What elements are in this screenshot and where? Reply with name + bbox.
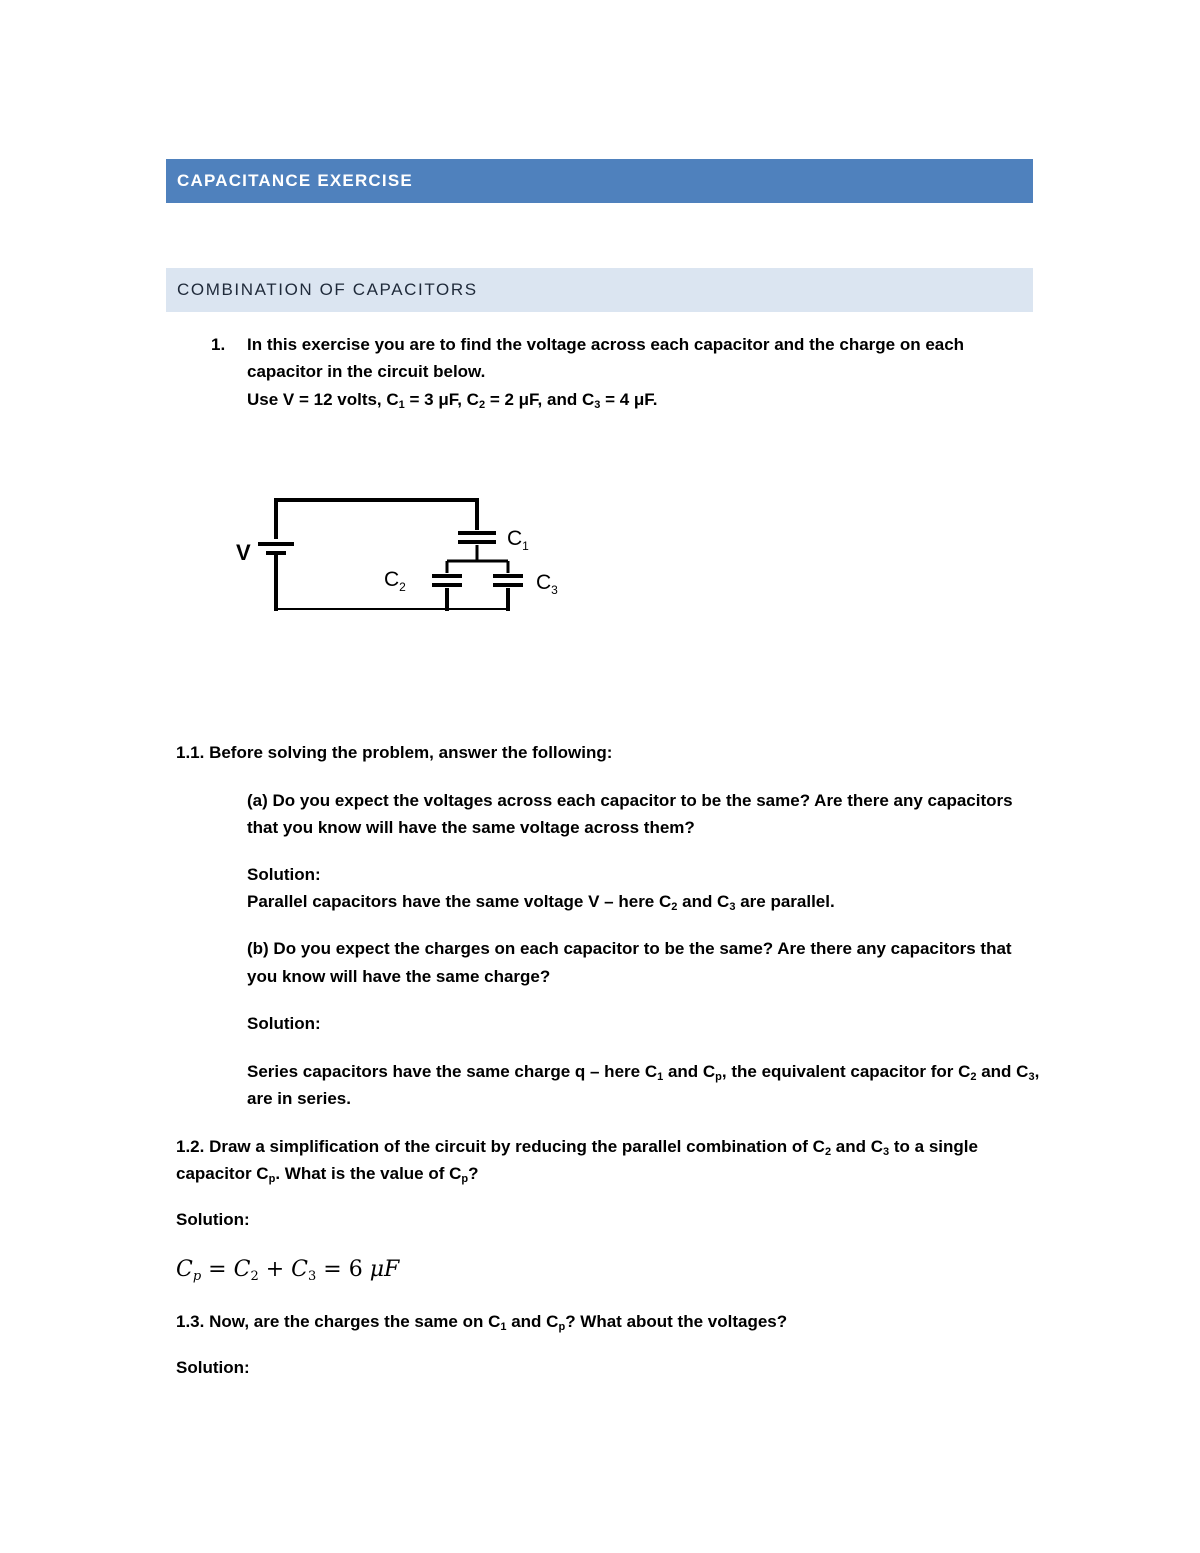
equivalent-capacitance-equation: $C_p = C_2 + C_3 = 6$ μF [176, 1257, 400, 1284]
title-banner [166, 159, 1033, 203]
question-text-line1: In this exercise you are to find the voltage across each capacitor and the charge on each [247, 335, 965, 354]
subquestion-1-1-heading: 1.1. Before solving the problem, answer the following: [176, 743, 613, 762]
part-b-line2: you know will have the same charge? [247, 967, 551, 986]
part-a-solution-label: Solution: [247, 865, 321, 884]
part-a-line1: (a) Do you expect the voltages across each capacitor to be the same? Are there any capacitors [247, 791, 1013, 810]
section-banner [166, 268, 1033, 312]
c2-label: $C_2$ [384, 568, 406, 594]
given-values: Use V = 12 volts, $C_1 = 3$ μF, $C_2 = 2$ μF, and $C_3 = 4$ μF. [247, 390, 658, 411]
c1-label: $C_1$ [507, 527, 529, 553]
subquestion-1-3-text: 1.3. Now, are the charges the same on $C_1$ and $C_p$? What about the voltages? [176, 1312, 788, 1333]
part-b-solution-label: Solution: [247, 1014, 321, 1033]
part-b-solution-text: Series capacitors have the same charge q – here $C_1$ and $C_p$, the equivalent capacitor for $C_2$ and $C_3$, [247, 1062, 1040, 1083]
c3-label: $C_3$ [536, 571, 558, 597]
subquestion-1-2-solution-label: Solution: [176, 1210, 250, 1229]
part-a-line2: that you know will have the same voltage across them? [247, 818, 695, 837]
part-a-solution-text: Parallel capacitors have the same voltage V – here $C_2$ and $C_3$ are parallel. [247, 892, 835, 913]
question-number: 1. [211, 335, 226, 354]
subquestion-1-2-line2: capacitor $C_p$. What is the value of $C_p$? [176, 1164, 479, 1185]
part-b-line1: (b) Do you expect the charges on each capacitor to be the same? Are there any capacitors that [247, 939, 1012, 958]
page-title: CAPACITANCE EXERCISE [177, 171, 413, 190]
question-text-line2: capacitor in the circuit below. [247, 362, 486, 381]
section-title: COMBINATION OF CAPACITORS [177, 280, 478, 299]
subquestion-1-3-solution-label: Solution: [176, 1358, 250, 1377]
source-label: V [236, 540, 251, 565]
subquestion-1-2-line1: 1.2. Draw a simplification of the circuit by reducing the parallel combination of $C_2$ and $C_3$ to a single [176, 1137, 978, 1158]
part-b-solution-line2: are in series. [247, 1089, 351, 1108]
circuit-diagram [225, 485, 585, 625]
